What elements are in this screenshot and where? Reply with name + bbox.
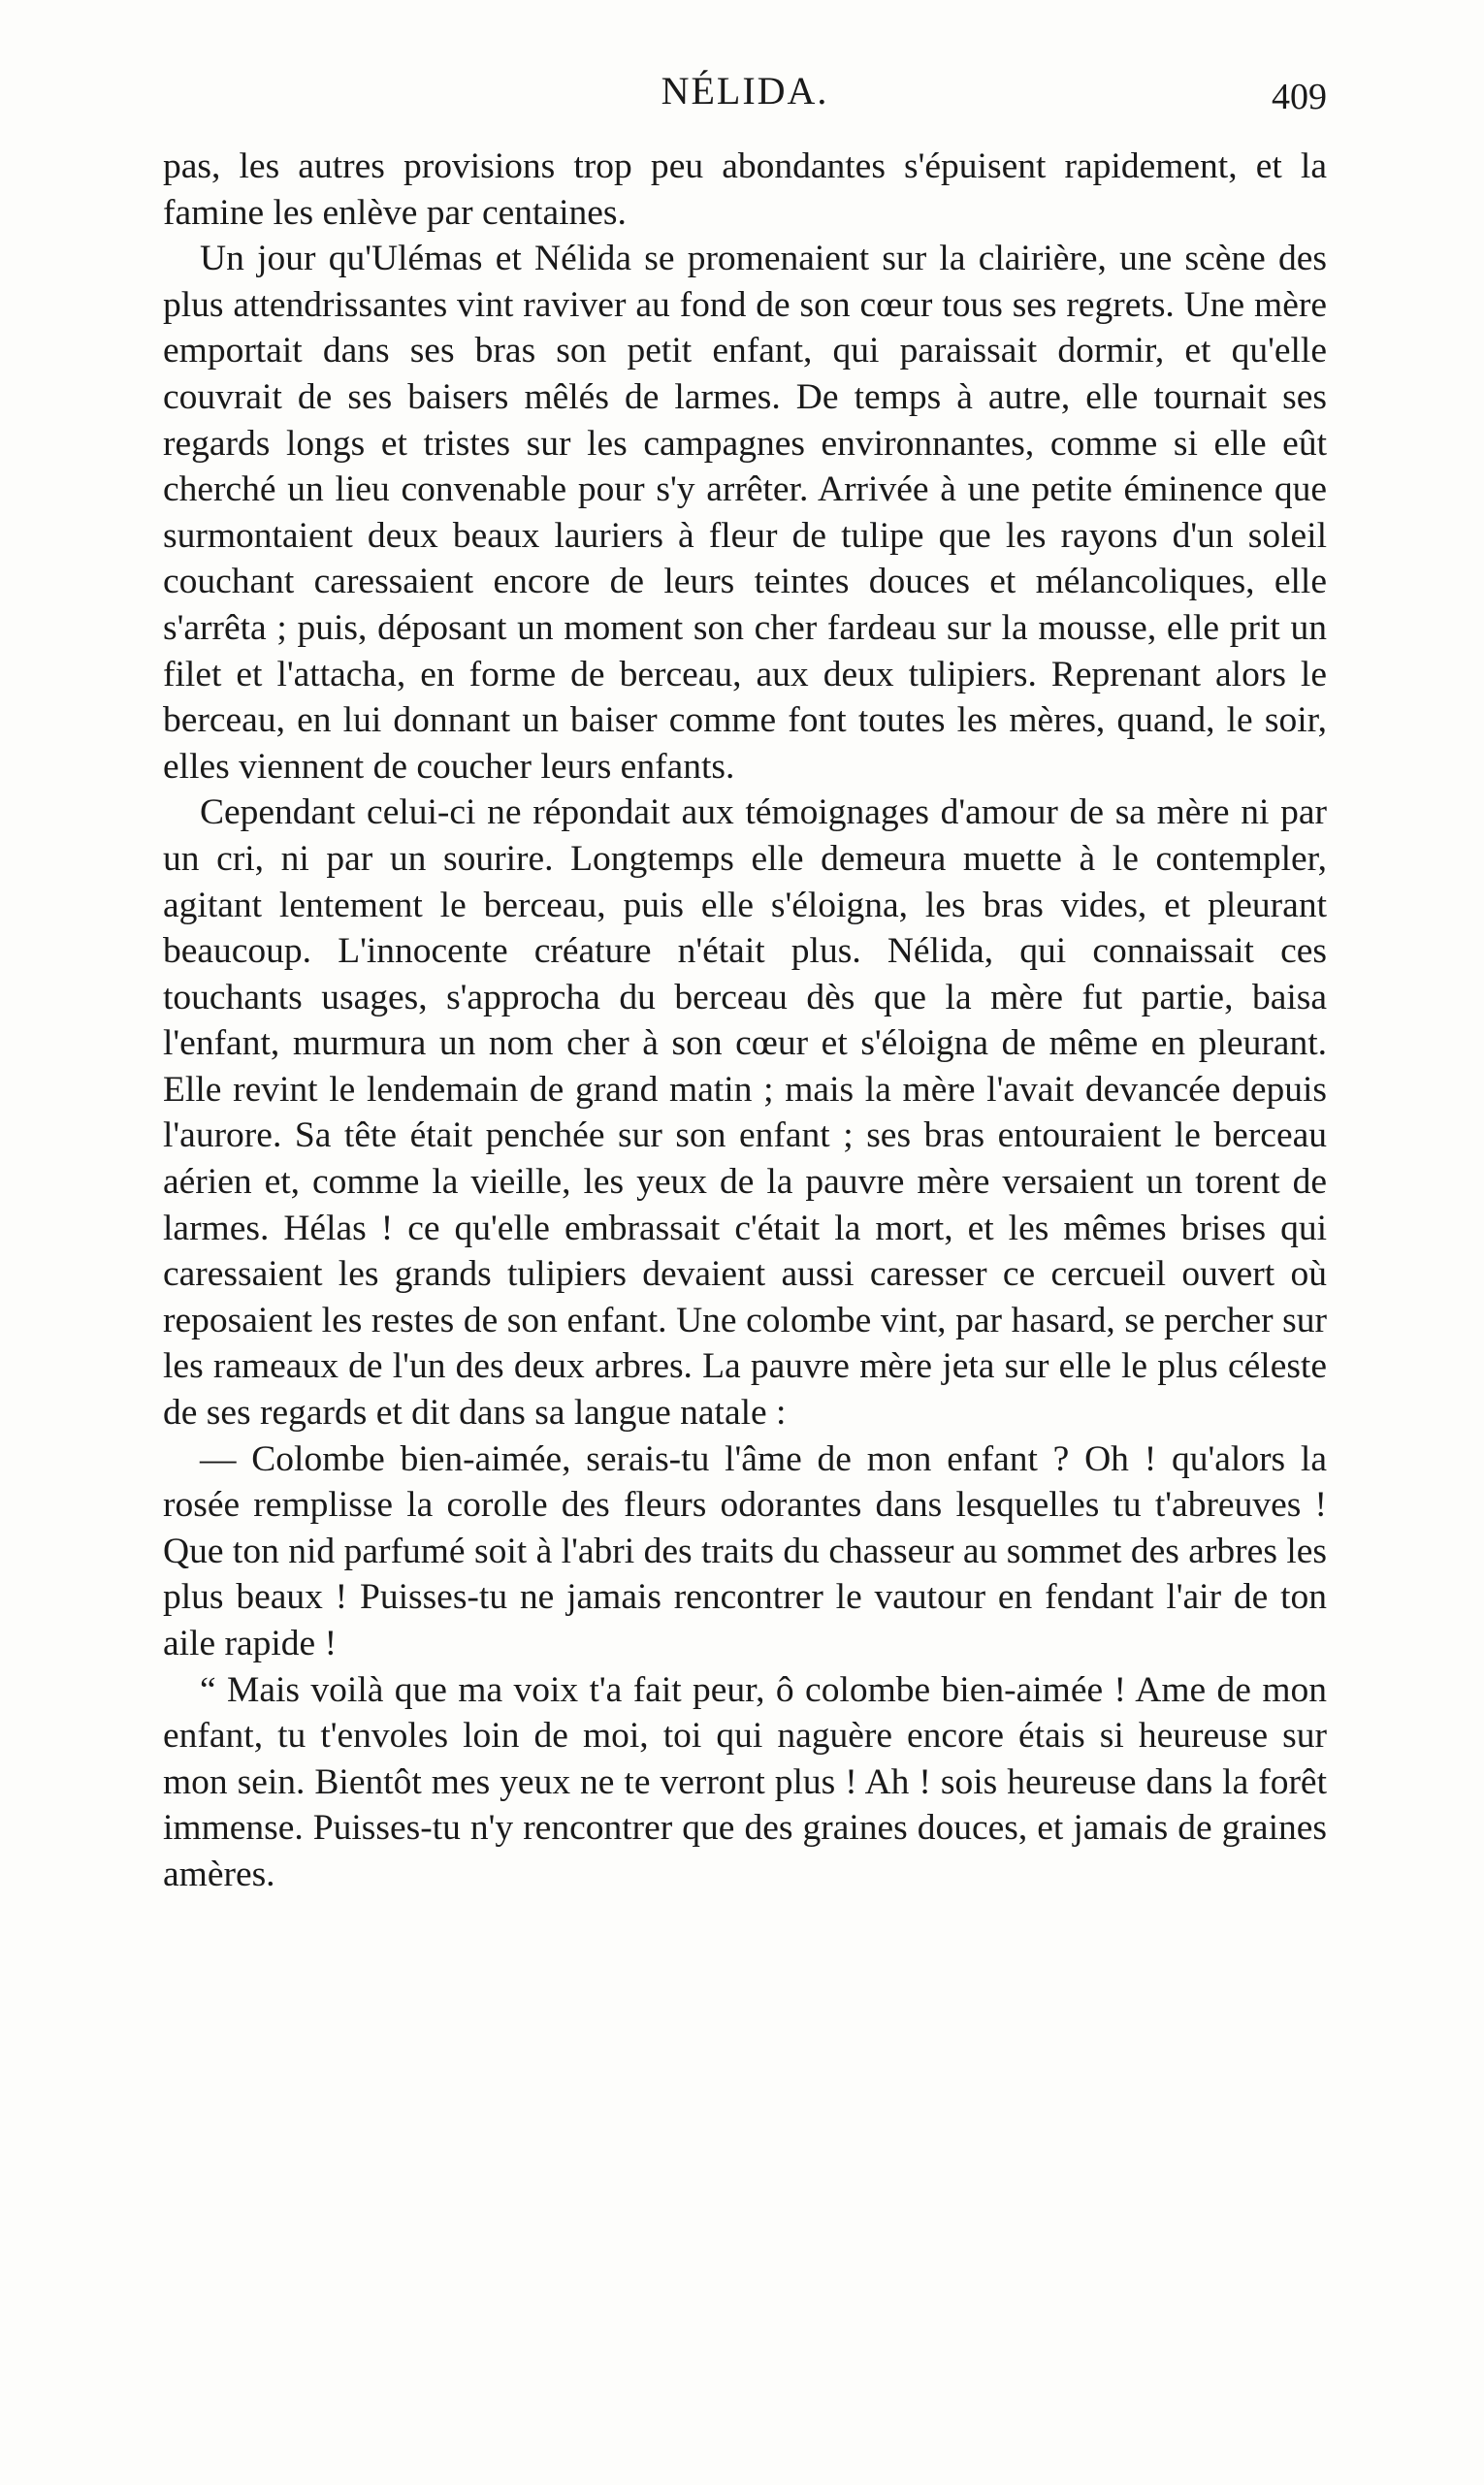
running-title: NÉLIDA. [661, 69, 829, 113]
paragraph-3: Cependant celui-ci ne répondait aux témoignages d'amour de sa mère ni par un cri, ni par un sourire. Longtemps elle demeura muette à le contempler, agitant lentement le berceau, puis elle s'éloigna, les bras vides, et pleurant beaucoup. L'innocente créature n'était plus. Nélida, qui connaissait ces touchants usages, s'approcha du berceau dès que la mère fut partie, baisa l'enfant, murmura un nom cher à son cœur et s'éloigna de même en pleurant. Elle revint le lendemain de grand matin ; mais la mère l'avait devancée depuis l'aurore. Sa tête était penchée sur son enfant ; ses bras entouraient le berceau aérien et, comme la vieille, les yeux de la pauvre mère versaient un torent de larmes. Hélas ! ce qu'elle embrassait c'était la mort, et les mêmes brises qui caressaient les grands tulipiers devaient aussi caresser ce cercueil ouvert où reposaient les restes de son enfant. Une colombe vint, par hasard, se percher sur les rameaux de l'un des deux arbres. La pauvre mère jeta sur elle le plus céleste de ses regards et dit dans sa langue natale : [163, 792, 1327, 1434]
paragraph-1: pas, les autres provisions trop peu abondantes s'épuisent rapidement, et la famine les enlève par centaines. [163, 146, 1327, 233]
paragraph-5: “ Mais voilà que ma voix t'a fait peur, ô colombe bien-aimée ! Ame de mon enfant, tu t'envoles loin de moi, toi qui naguère encore étais si heureuse sur mon sein. Bientôt mes yeux ne te verront plus ! Ah ! sois heureuse dans la forêt immense. Puisses-tu n'y rencontrer que des graines douces, et jamais de graines amères. [163, 1669, 1327, 1894]
page-header [163, 68, 1327, 126]
paragraph-2: Un jour qu'Ulémas et Nélida se promenaient sur la clairière, une scène des plus attendrissantes vint raviver au fond de son cœur tous ses regrets. Une mère emportait dans ses bras son petit enfant, qui paraissait dormir, et qu'elle couvrait de ses baisers mêlés de larmes. De temps à autre, elle tournait ses regards longs et tristes sur les campagnes environnantes, comme si elle eût cherché un lieu convenable pour s'y arrêter. Arrivée à une petite éminence que surmontaient deux beaux lauriers à fleur de tulipe que les rayons d'un soleil couchant caressaient encore de leurs teintes douces et mélancoliques, elle s'arrêta ; puis, déposant un moment son cher fardeau sur la mousse, elle prit un filet et l'attacha, en forme de berceau, aux deux tulipiers. Reprenant alors le berceau, en lui donnant un baiser comme font toutes les mères, quand, le soir, elles viennent de coucher leurs enfants. [163, 239, 1327, 787]
page-number: 409 [1272, 77, 1327, 117]
paragraph-4: — Colombe bien-aimée, serais-tu l'âme de mon enfant ? Oh ! qu'alors la rosée remplisse la corolle des fleurs odorantes dans lesquelles tu t'abreuves ! Que ton nid parfumé soit à l'abri des traits du chasseur au sommet des arbres les plus beaux ! Puisses-tu ne jamais rencontrer le vautour en fendant l'air de ton aile rapide ! [163, 1438, 1327, 1663]
body-text [163, 144, 1327, 1898]
